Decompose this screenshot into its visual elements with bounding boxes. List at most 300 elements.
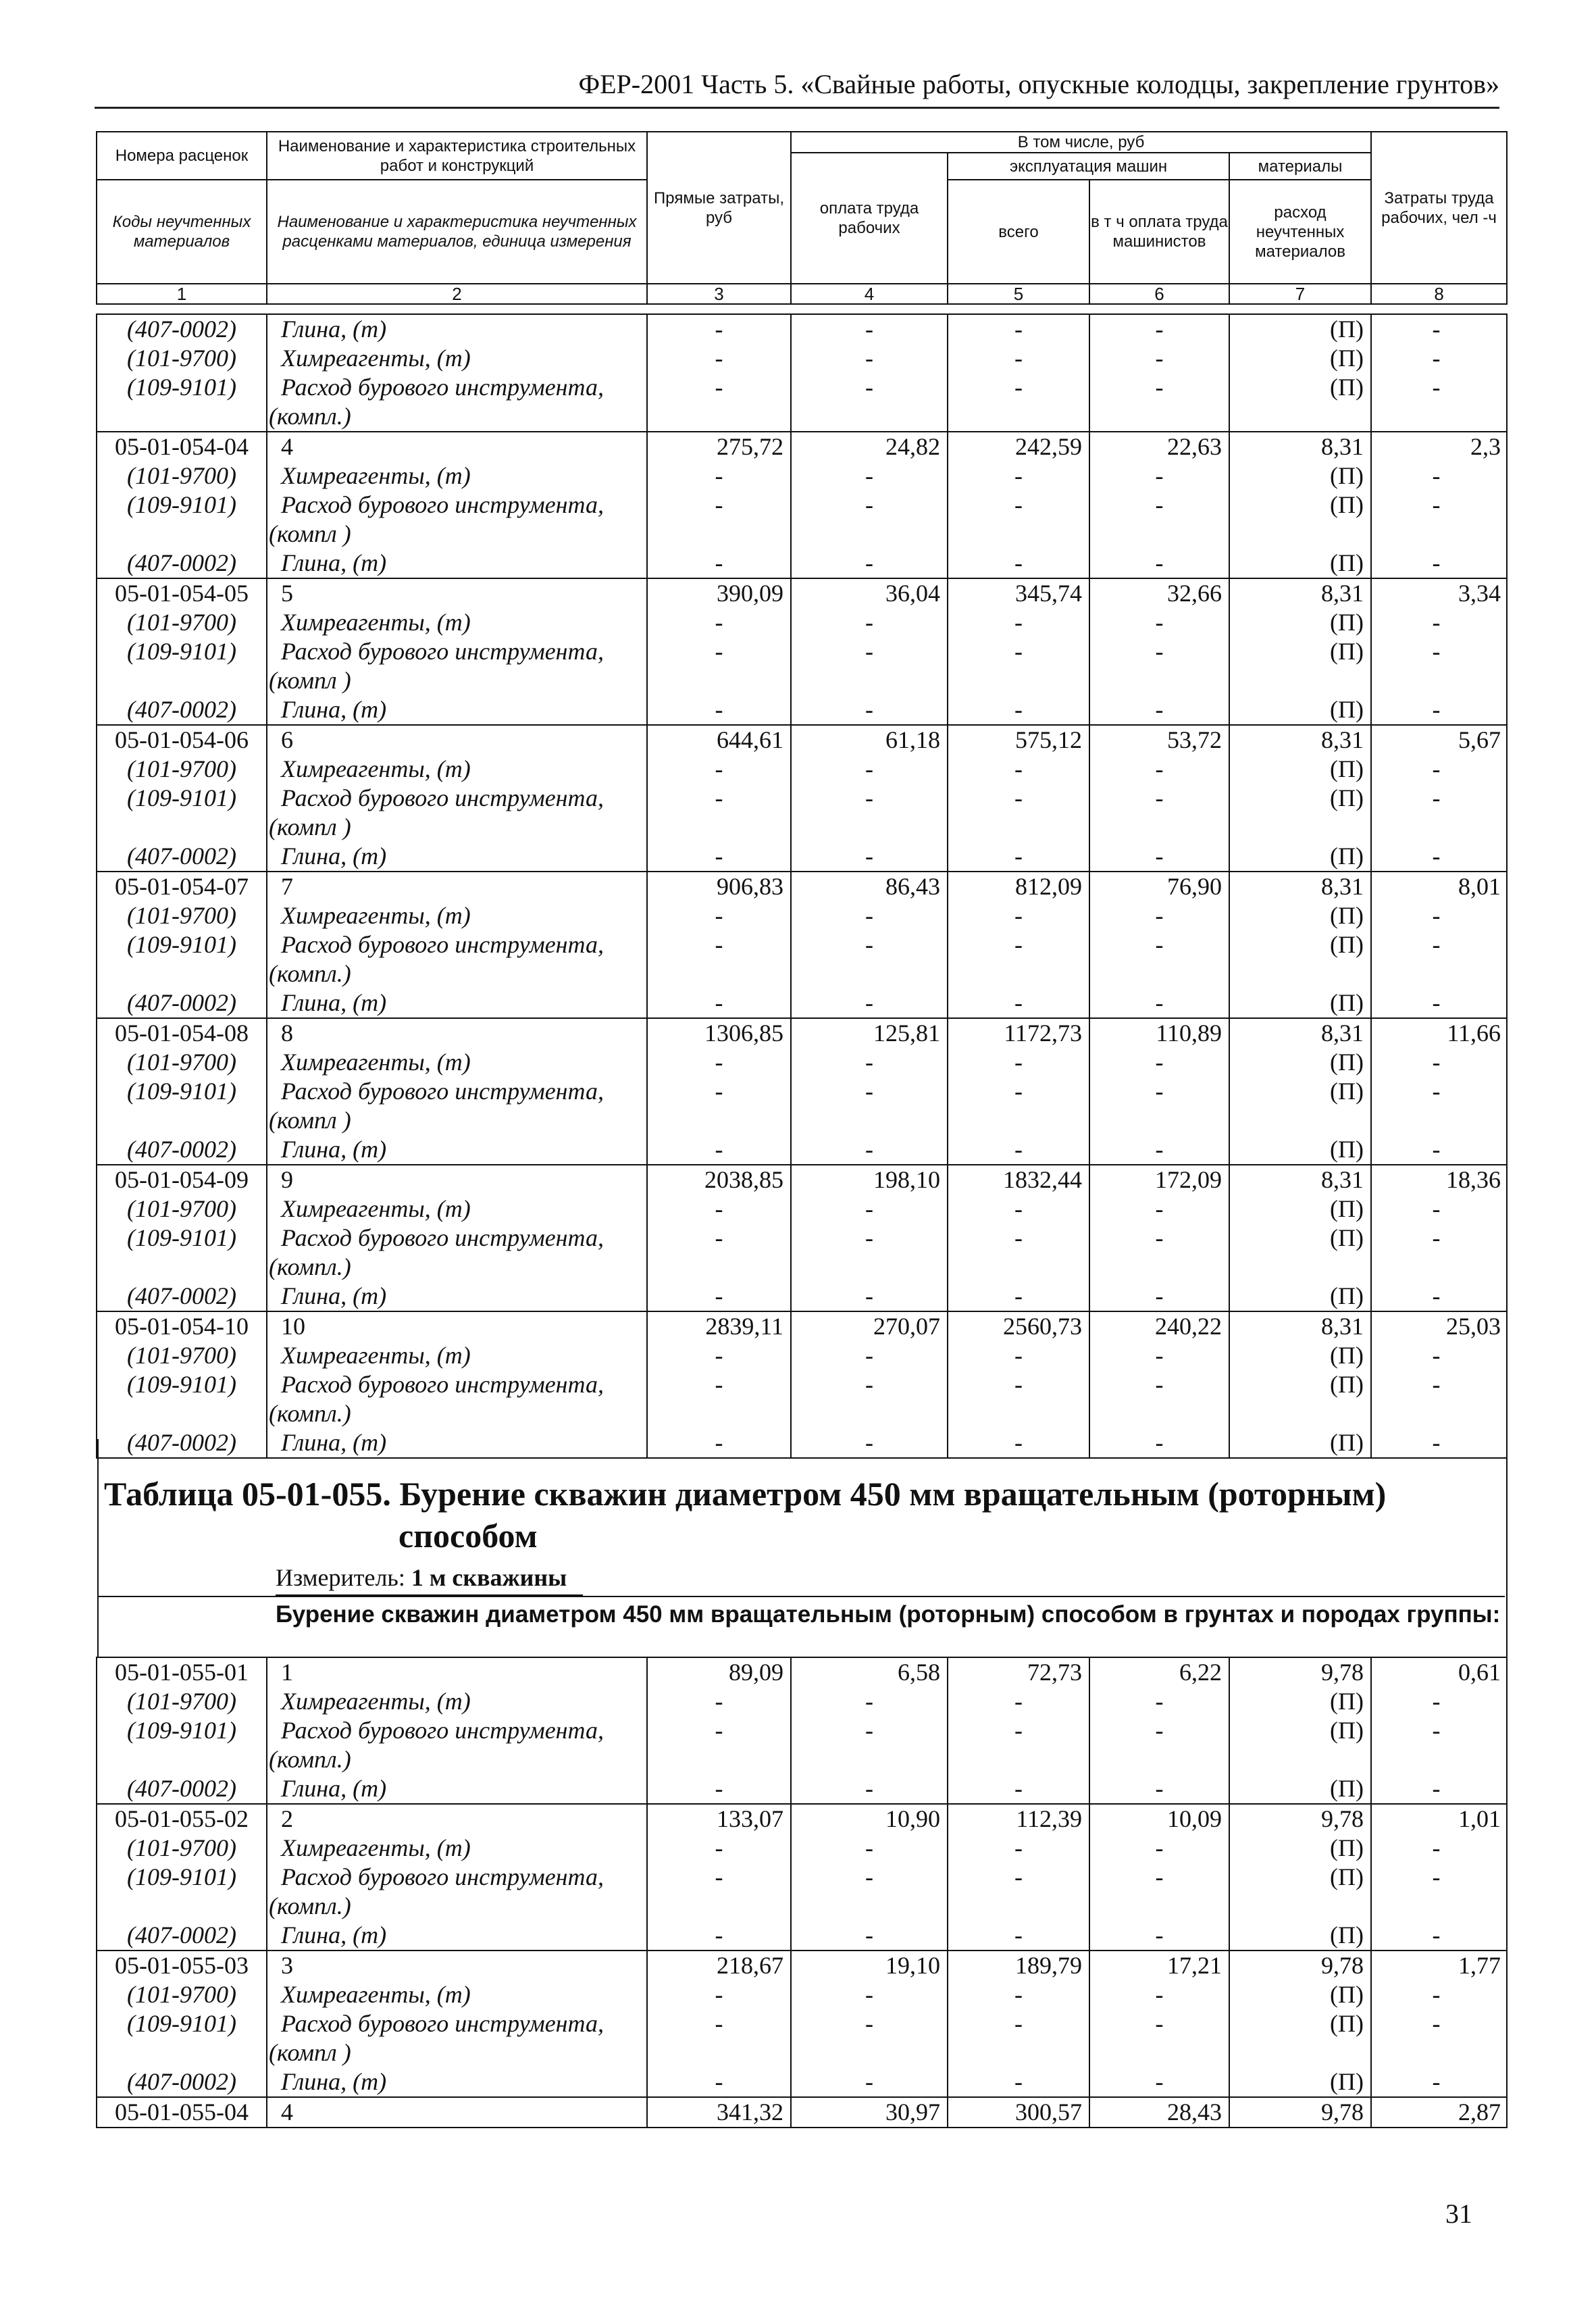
cell-labor-hours: - [1371, 1370, 1507, 1399]
cell-labor-hours [1371, 813, 1507, 842]
cell-labor-pay: 198,10 [791, 1165, 948, 1194]
cell-materials: (П) [1229, 842, 1371, 872]
cell-labor-hours: - [1371, 608, 1507, 637]
cell-rate-code [97, 1253, 267, 1282]
cell-labor-hours: - [1371, 637, 1507, 666]
cell-materials: (П) [1229, 2009, 1371, 2038]
cell-direct-costs: - [647, 1863, 791, 1892]
cell-materials: (П) [1229, 637, 1371, 666]
cell-labor-hours: - [1371, 784, 1507, 813]
cell-labor-pay: 30,97 [791, 2097, 948, 2128]
cell-rate-code: (109-9101) [97, 784, 267, 813]
material-row [97, 1194, 1507, 1224]
cell-machines-total: - [948, 1428, 1089, 1458]
cell-machinists-pay: - [1089, 988, 1229, 1018]
cell-rate-code: (101-9700) [97, 461, 267, 491]
cell-labor-pay: - [791, 1774, 948, 1804]
continuation-row [97, 1399, 1507, 1428]
cell-rate-code: (101-9700) [97, 755, 267, 784]
cell-labor-pay: - [791, 1428, 948, 1458]
cell-machinists-pay: - [1089, 1834, 1229, 1863]
cell-materials [1229, 1106, 1371, 1135]
col-number: 6 [1089, 284, 1229, 304]
material-row [97, 2067, 1507, 2097]
cell-labor-pay [791, 959, 948, 988]
cell-materials [1229, 1399, 1371, 1428]
cell-direct-costs: - [647, 461, 791, 491]
material-row [97, 1980, 1507, 2009]
cell-direct-costs: - [647, 1224, 791, 1253]
cell-description: (компл.) [267, 1892, 647, 1921]
cell-description: Химреагенты, (т) [267, 461, 647, 491]
cell-labor-pay: - [791, 344, 948, 373]
unit-value: 1 м скважины [411, 1564, 567, 1591]
cell-machines-total: - [948, 2067, 1089, 2097]
cell-labor-pay: - [791, 1980, 948, 2009]
cell-labor-pay [791, 1399, 948, 1428]
material-row [97, 755, 1507, 784]
cell-machinists-pay [1089, 1892, 1229, 1921]
cell-labor-pay: 19,10 [791, 1951, 948, 1980]
cell-labor-hours: - [1371, 1077, 1507, 1106]
cell-labor-hours: - [1371, 344, 1507, 373]
cell-direct-costs: - [647, 1687, 791, 1716]
cell-direct-costs: - [647, 1980, 791, 2009]
cell-rate-code: 05-01-055-01 [97, 1657, 267, 1687]
cell-materials: (П) [1229, 1282, 1371, 1311]
material-row [97, 1687, 1507, 1716]
header-rate-numbers: Номера расценок [97, 132, 267, 180]
rate-row [97, 872, 1507, 901]
cell-rate-code: (407-0002) [97, 695, 267, 725]
cell-description: Расход бурового инструмента, [267, 491, 647, 520]
cell-materials: (П) [1229, 2067, 1371, 2097]
cell-labor-hours: - [1371, 1834, 1507, 1863]
cell-rate-code: 05-01-054-06 [97, 725, 267, 755]
cell-machines-total: - [948, 1370, 1089, 1399]
cell-materials [1229, 1253, 1371, 1282]
cell-rate-code: 05-01-054-10 [97, 1311, 267, 1341]
cell-direct-costs [647, 1253, 791, 1282]
cell-labor-hours [1371, 959, 1507, 988]
cell-direct-costs [647, 813, 791, 842]
cell-rate-code: 05-01-054-07 [97, 872, 267, 901]
cell-materials: (П) [1229, 461, 1371, 491]
cell-direct-costs: - [647, 988, 791, 1018]
cell-rate-code: 05-01-054-09 [97, 1165, 267, 1194]
cell-materials: 8,31 [1229, 578, 1371, 608]
cell-materials: (П) [1229, 755, 1371, 784]
cell-machinists-pay: 22,63 [1089, 432, 1229, 461]
cell-machinists-pay: 53,72 [1089, 725, 1229, 755]
cell-direct-costs: - [647, 491, 791, 520]
cell-labor-hours: 2,3 [1371, 432, 1507, 461]
cell-description: Расход бурового инструмента, [267, 930, 647, 959]
cell-description: Химреагенты, (т) [267, 1980, 647, 2009]
material-row [97, 1282, 1507, 1311]
cell-labor-hours: - [1371, 1921, 1507, 1951]
cell-materials: 9,78 [1229, 1657, 1371, 1687]
material-row [97, 930, 1507, 959]
cell-labor-pay: - [791, 1863, 948, 1892]
cell-labor-hours: - [1371, 1980, 1507, 2009]
cell-description: 8 [267, 1018, 647, 1048]
cell-description: Расход бурового инструмента, [267, 1370, 647, 1399]
continuation-row [97, 1106, 1507, 1135]
material-row [97, 1224, 1507, 1253]
header-labor-cost: Затраты труда рабочих, чел -ч [1371, 132, 1507, 284]
cell-labor-hours: - [1371, 2009, 1507, 2038]
cell-machines-total: - [948, 491, 1089, 520]
cell-materials: (П) [1229, 1135, 1371, 1165]
cell-machinists-pay [1089, 1745, 1229, 1774]
cell-labor-hours: - [1371, 930, 1507, 959]
cell-direct-costs [647, 959, 791, 988]
cell-direct-costs: - [647, 373, 791, 402]
cell-materials: (П) [1229, 784, 1371, 813]
cell-machinists-pay [1089, 1253, 1229, 1282]
cell-labor-pay: 125,81 [791, 1018, 948, 1048]
header-work-name: Наименование и характеристика строительных работ и конструкций [267, 132, 647, 180]
rates-table-055 [96, 1657, 1508, 2128]
cell-direct-costs: - [647, 344, 791, 373]
cell-description: Химреагенты, (т) [267, 344, 647, 373]
material-row [97, 491, 1507, 520]
material-row [97, 637, 1507, 666]
cell-rate-code: (101-9700) [97, 344, 267, 373]
cell-machines-total: 1172,73 [948, 1018, 1089, 1048]
cell-rate-code: 05-01-055-03 [97, 1951, 267, 1980]
material-row [97, 2009, 1507, 2038]
cell-direct-costs: 275,72 [647, 432, 791, 461]
continuation-row [97, 813, 1507, 842]
cell-machines-total: - [948, 608, 1089, 637]
cell-materials: (П) [1229, 1921, 1371, 1951]
cell-machines-total: - [948, 1863, 1089, 1892]
cell-materials: 8,31 [1229, 432, 1371, 461]
cell-rate-code: (109-9101) [97, 1370, 267, 1399]
cell-machines-total: - [948, 373, 1089, 402]
table-title [104, 1473, 1495, 1557]
cell-machinists-pay: 172,09 [1089, 1165, 1229, 1194]
cell-description: (компл ) [267, 2038, 647, 2067]
cell-rate-code: (407-0002) [97, 988, 267, 1018]
cell-labor-hours: 0,61 [1371, 1657, 1507, 1687]
cell-description: (компл ) [267, 1106, 647, 1135]
cell-rate-code: (109-9101) [97, 1863, 267, 1892]
cell-direct-costs: - [647, 1716, 791, 1745]
material-row [97, 842, 1507, 872]
cell-machines-total: - [948, 755, 1089, 784]
cell-labor-pay: - [791, 1282, 948, 1311]
cell-description: Глина, (т) [267, 1774, 647, 1804]
header-machines-incl: в т ч оплата труда машинистов [1089, 180, 1229, 284]
cell-machinists-pay: 32,66 [1089, 578, 1229, 608]
cell-machines-total: 112,39 [948, 1804, 1089, 1834]
cell-rate-code: (101-9700) [97, 901, 267, 930]
cell-machines-total: - [948, 988, 1089, 1018]
material-row [97, 314, 1507, 344]
cell-materials: (П) [1229, 695, 1371, 725]
cell-direct-costs: - [647, 695, 791, 725]
cell-rate-code: (109-9101) [97, 1716, 267, 1745]
cell-direct-costs: - [647, 314, 791, 344]
cell-machinists-pay [1089, 666, 1229, 695]
cell-direct-costs [647, 520, 791, 549]
material-row [97, 1077, 1507, 1106]
cell-labor-pay: - [791, 491, 948, 520]
cell-materials: (П) [1229, 1716, 1371, 1745]
cell-machinists-pay: - [1089, 373, 1229, 402]
cell-direct-costs: 390,09 [647, 578, 791, 608]
cell-labor-hours: - [1371, 1774, 1507, 1804]
cell-machinists-pay [1089, 402, 1229, 432]
cell-labor-hours [1371, 666, 1507, 695]
continuation-row [97, 1892, 1507, 1921]
rate-row [97, 1018, 1507, 1048]
cell-description: (компл.) [267, 959, 647, 988]
cell-machinists-pay: - [1089, 1048, 1229, 1077]
cell-rate-code: (101-9700) [97, 1687, 267, 1716]
cell-rate-code: (109-9101) [97, 2009, 267, 2038]
cell-labor-pay: - [791, 695, 948, 725]
cell-machinists-pay: - [1089, 1687, 1229, 1716]
cell-rate-code: 05-01-054-05 [97, 578, 267, 608]
cell-labor-pay: - [791, 1135, 948, 1165]
cell-labor-pay: - [791, 930, 948, 959]
cell-labor-pay: - [791, 1687, 948, 1716]
cell-machines-total [948, 1892, 1089, 1921]
cell-description: Глина, (т) [267, 1282, 647, 1311]
cell-description: (компл ) [267, 666, 647, 695]
cell-materials [1229, 520, 1371, 549]
cell-description: Химреагенты, (т) [267, 1687, 647, 1716]
cell-labor-pay: - [791, 1077, 948, 1106]
cell-machinists-pay [1089, 2038, 1229, 2067]
cell-labor-hours: - [1371, 1224, 1507, 1253]
cell-description: Глина, (т) [267, 1428, 647, 1458]
cell-machines-total: - [948, 1834, 1089, 1863]
cell-labor-pay: - [791, 461, 948, 491]
col-number: 4 [791, 284, 948, 304]
cell-machinists-pay: - [1089, 2067, 1229, 2097]
cell-machines-total: 345,74 [948, 578, 1089, 608]
cell-labor-hours [1371, 1745, 1507, 1774]
cell-labor-hours: - [1371, 901, 1507, 930]
cell-machines-total: - [948, 637, 1089, 666]
cell-rate-code: (407-0002) [97, 2067, 267, 2097]
cell-labor-pay: 6,58 [791, 1657, 948, 1687]
cell-rate-code [97, 1892, 267, 1921]
header-including: В том числе, руб [791, 132, 1371, 153]
cell-direct-costs: - [647, 2067, 791, 2097]
cell-machinists-pay: - [1089, 1341, 1229, 1370]
cell-machinists-pay: - [1089, 2009, 1229, 2038]
cell-rate-code [97, 2038, 267, 2067]
material-row [97, 784, 1507, 813]
cell-labor-pay: - [791, 2009, 948, 2038]
cell-description: Химреагенты, (т) [267, 1834, 647, 1863]
cell-labor-pay: - [791, 314, 948, 344]
rate-row [97, 578, 1507, 608]
cell-machinists-pay: - [1089, 1863, 1229, 1892]
cell-labor-pay: - [791, 549, 948, 578]
cell-machines-total [948, 520, 1089, 549]
cell-labor-pay [791, 1106, 948, 1135]
cell-labor-hours: - [1371, 1428, 1507, 1458]
cell-machines-total: 72,73 [948, 1657, 1089, 1687]
cell-materials: (П) [1229, 1980, 1371, 2009]
cell-direct-costs: - [647, 608, 791, 637]
cell-labor-pay: - [791, 784, 948, 813]
cell-rate-code: (109-9101) [97, 930, 267, 959]
cell-direct-costs: 218,67 [647, 1951, 791, 1980]
cell-description: 7 [267, 872, 647, 901]
cell-description: (компл.) [267, 1745, 647, 1774]
cell-direct-costs [647, 1399, 791, 1428]
cell-labor-pay [791, 666, 948, 695]
cell-machines-total: - [948, 1341, 1089, 1370]
unit-prefix: Измеритель: [276, 1564, 405, 1591]
cell-machinists-pay: 6,22 [1089, 1657, 1229, 1687]
cell-labor-hours: - [1371, 1341, 1507, 1370]
cell-labor-hours: - [1371, 988, 1507, 1018]
cell-machines-total: - [948, 1687, 1089, 1716]
cell-materials [1229, 2038, 1371, 2067]
cell-materials: 8,31 [1229, 725, 1371, 755]
cell-rate-code [97, 666, 267, 695]
cell-labor-hours: 1,01 [1371, 1804, 1507, 1834]
cell-machines-total: - [948, 1194, 1089, 1224]
cell-machinists-pay: - [1089, 1282, 1229, 1311]
cell-direct-costs: - [647, 1428, 791, 1458]
cell-rate-code: (101-9700) [97, 1194, 267, 1224]
cell-labor-hours [1371, 1106, 1507, 1135]
cell-labor-pay: - [791, 1834, 948, 1863]
cell-materials: (П) [1229, 1428, 1371, 1458]
cell-direct-costs: 89,09 [647, 1657, 791, 1687]
cell-labor-pay [791, 1745, 948, 1774]
cell-labor-pay: 36,04 [791, 578, 948, 608]
cell-labor-hours [1371, 1399, 1507, 1428]
cell-labor-pay [791, 1253, 948, 1282]
cell-description: Глина, (т) [267, 314, 647, 344]
cell-direct-costs: - [647, 1370, 791, 1399]
cell-machinists-pay: - [1089, 695, 1229, 725]
cell-labor-pay: - [791, 755, 948, 784]
cell-labor-hours: - [1371, 314, 1507, 344]
cell-description: Глина, (т) [267, 549, 647, 578]
cell-materials: 8,31 [1229, 872, 1371, 901]
table-title-line1: Таблица 05-01-055. Бурение скважин диаметром 450 мм вращательным (роторным) [104, 1475, 1387, 1513]
cell-rate-code: (407-0002) [97, 549, 267, 578]
cell-description: 6 [267, 725, 647, 755]
header-materials: материалы [1229, 153, 1371, 180]
cell-machines-total: - [948, 314, 1089, 344]
cell-machinists-pay: - [1089, 608, 1229, 637]
cell-labor-hours: 11,66 [1371, 1018, 1507, 1048]
material-row [97, 988, 1507, 1018]
cell-labor-hours: - [1371, 1194, 1507, 1224]
cell-description: Расход бурового инструмента, [267, 1863, 647, 1892]
cell-description: (компл.) [267, 1399, 647, 1428]
cell-machines-total: 2560,73 [948, 1311, 1089, 1341]
continuation-row [97, 520, 1507, 549]
cell-materials: (П) [1229, 1077, 1371, 1106]
cell-machines-total: - [948, 842, 1089, 872]
cell-description: (компл.) [267, 1253, 647, 1282]
cell-machines-total: - [948, 1282, 1089, 1311]
cell-description: Химреагенты, (т) [267, 901, 647, 930]
cell-machines-total: - [948, 1921, 1089, 1951]
cell-description: Химреагенты, (т) [267, 1048, 647, 1077]
header-labor-pay: оплата труда рабочих [791, 153, 948, 284]
material-row [97, 1834, 1507, 1863]
material-row [97, 549, 1507, 578]
cell-labor-hours: - [1371, 549, 1507, 578]
cell-materials: (П) [1229, 608, 1371, 637]
cell-machinists-pay: - [1089, 1370, 1229, 1399]
cell-labor-pay: - [791, 1224, 948, 1253]
cell-rate-code: (407-0002) [97, 1774, 267, 1804]
cell-rate-code: 05-01-055-02 [97, 1804, 267, 1834]
rate-row [97, 1657, 1507, 1687]
cell-materials: (П) [1229, 1048, 1371, 1077]
cell-labor-pay: - [791, 1341, 948, 1370]
table-subtitle: Бурение скважин диаметром 450 мм вращательным (роторным) способом в грунтах и породах группы: [276, 1601, 1501, 1628]
cell-rate-code: (109-9101) [97, 1224, 267, 1253]
cell-labor-pay: - [791, 608, 948, 637]
cell-direct-costs: - [647, 1834, 791, 1863]
cell-labor-hours: - [1371, 1687, 1507, 1716]
cell-labor-pay: 86,43 [791, 872, 948, 901]
material-row [97, 1370, 1507, 1399]
cell-materials [1229, 959, 1371, 988]
header-rule [95, 107, 1499, 109]
material-row [97, 461, 1507, 491]
cell-description: Расход бурового инструмента, [267, 784, 647, 813]
cell-description: (компл.) [267, 402, 647, 432]
cell-labor-hours: 1,77 [1371, 1951, 1507, 1980]
cell-labor-hours: - [1371, 1048, 1507, 1077]
cell-machines-total [948, 666, 1089, 695]
cell-direct-costs: - [647, 784, 791, 813]
cell-labor-hours: - [1371, 1135, 1507, 1165]
cell-machines-total: - [948, 1135, 1089, 1165]
material-row [97, 373, 1507, 402]
material-row [97, 608, 1507, 637]
cell-labor-hours: - [1371, 373, 1507, 402]
cell-machines-total: - [948, 1048, 1089, 1077]
rate-row [97, 1951, 1507, 1980]
cell-direct-costs: - [647, 930, 791, 959]
cell-direct-costs: 133,07 [647, 1804, 791, 1834]
cell-labor-hours [1371, 1892, 1507, 1921]
material-row [97, 344, 1507, 373]
rate-row [97, 725, 1507, 755]
continuation-row [97, 666, 1507, 695]
cell-materials: (П) [1229, 1863, 1371, 1892]
header-materials-consumption: расход неучтенных материалов [1229, 180, 1371, 284]
material-row [97, 1774, 1507, 1804]
cell-machines-total: - [948, 1774, 1089, 1804]
cell-labor-pay: - [791, 373, 948, 402]
cell-materials: (П) [1229, 988, 1371, 1018]
cell-labor-hours: - [1371, 491, 1507, 520]
cell-description: Глина, (т) [267, 1135, 647, 1165]
cell-machinists-pay [1089, 520, 1229, 549]
cell-machinists-pay: - [1089, 549, 1229, 578]
